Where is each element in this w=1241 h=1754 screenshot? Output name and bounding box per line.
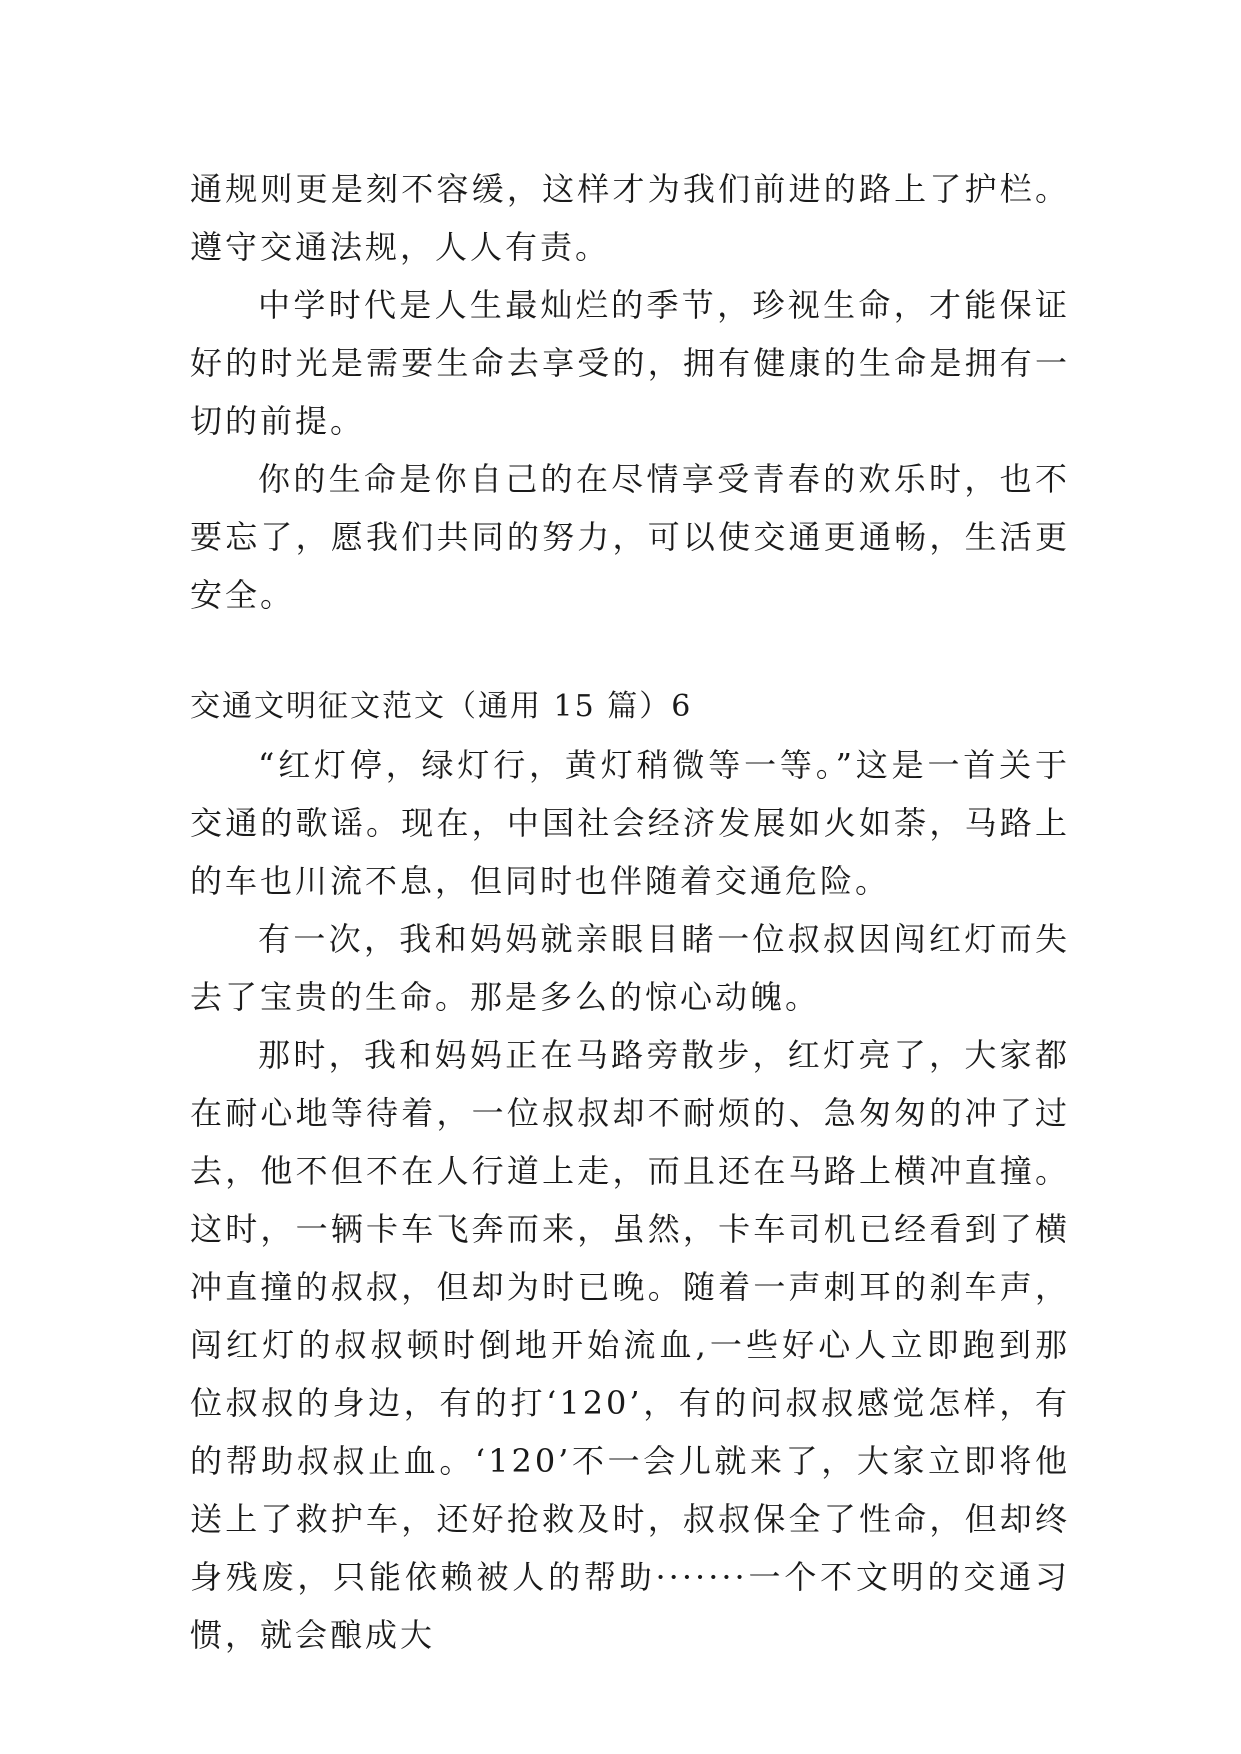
paragraph-closing: 你的生命是你自己的在尽情享受青春的欢乐时，也不要忘了，愿我们共同的努力，可以使交通更通畅，生活更安全。 <box>190 460 1070 614</box>
paragraph-traffic-song: “红灯停，绿灯行，黄灯稍微等一等。”这是一首关于交通的歌谣。现在，中国社会经济发展如火如荼，马路上的车也川流不息，但同时也伴随着交通危险。 <box>190 746 1070 900</box>
paragraph-witness: 有一次，我和妈妈就亲眼目睹一位叔叔因闯红灯而失去了宝贵的生命。那是多么的惊心动魄。 <box>190 920 1070 1016</box>
paragraph-continuation: 通规则更是刻不容缓，这样才为我们前进的路上了护栏。遵守交通法规，人人有责。 <box>190 170 1070 266</box>
paragraph-cherish-life: 中学时代是人生最灿烂的季节，珍视生命，才能保证好的时光是需要生命去享受的，拥有健康的生命是拥有一切的前提。 <box>190 286 1070 440</box>
document-body <box>190 160 1070 1664</box>
paragraph-accident-story: 那时，我和妈妈正在马路旁散步，红灯亮了，大家都在耐心地等待着，一位叔叔却不耐烦的、急匆匆的冲了过去，他不但不在人行道上走，而且还在马路上横冲直撞。这时，一辆卡车飞奔而来，虽然，卡车司机已经看到了横冲直撞的叔叔，但却为时已晚。随着一声刺耳的刹车声，闯红灯的叔叔顿时倒地开始流血,一些好心人立即跑到那位叔叔的身边，有的打‘120’，有的问叔叔感觉怎样，有的帮助叔叔止血。‘120’不一会儿就来了，大家立即将他送上了救护车，还好抢救及时，叔叔保全了性命，但却终身残废，只能依赖被人的帮助·······一个不文明的交通习惯，就会酿成大 <box>190 1036 1070 1654</box>
section-heading: 交通文明征文范文（通用 15 篇）6 <box>190 689 693 724</box>
